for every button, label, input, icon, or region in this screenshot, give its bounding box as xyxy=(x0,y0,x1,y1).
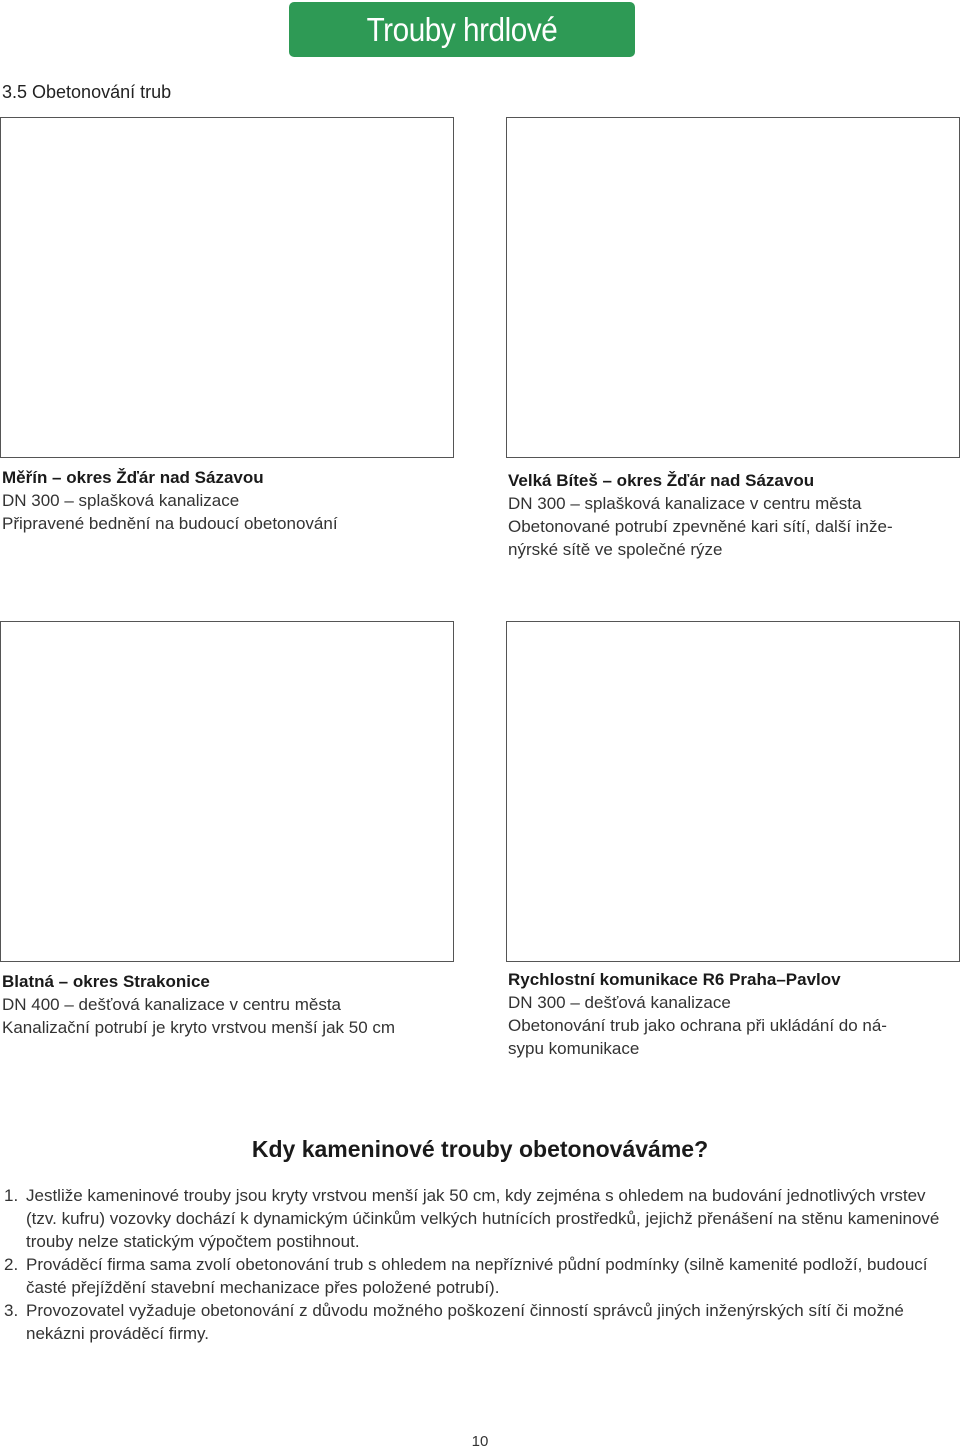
list-item xyxy=(4,1184,954,1253)
list-item xyxy=(4,1253,954,1299)
page-number: 10 xyxy=(471,1433,489,1450)
caption-line: Kanalizační potrubí je kryto vrstvou menší jak 50 cm xyxy=(2,1018,396,1037)
header-title: Trouby hrdlové xyxy=(366,10,558,48)
photo-merin xyxy=(0,117,454,458)
caption-title: Velká Bíteš – okres Žďár nad Sázavou xyxy=(508,471,815,490)
list-number: 3. xyxy=(4,1301,19,1320)
caption-title: Rychlostní komunikace R6 Praha–Pavlov xyxy=(508,970,841,989)
caption-velka-bites xyxy=(508,469,893,561)
caption-line: Obetonování trub jako ochrana při ukládání do ná- xyxy=(508,1016,887,1035)
caption-title: Měřín – okres Žďár nad Sázavou xyxy=(2,468,264,487)
caption-line: sypu komunikace xyxy=(508,1039,640,1058)
caption-line: DN 300 – splašková kanalizace v centru města xyxy=(508,494,862,513)
list-text: Provozovatel vyžaduje obetonování z důvodu možného poškození činností správců jiných inženýrských sítí či možné nekázni prováděcí firmy. xyxy=(26,1301,904,1343)
list-number: 2. xyxy=(4,1255,19,1274)
caption-line: Připravené bednění na budoucí obetonování xyxy=(2,514,338,533)
caption-merin xyxy=(2,466,338,535)
caption-line: DN 300 – splašková kanalizace xyxy=(2,491,240,510)
caption-blatna xyxy=(2,970,395,1039)
header-badge xyxy=(289,2,635,57)
caption-r6 xyxy=(508,968,887,1060)
photo-r6 xyxy=(506,621,960,962)
list-text: Prováděcí firma sama zvolí obetonování trub s ohledem na nepříznivé půdní podmínky (silně kamenité podloží, budoucí časté přejíždění stavební mechanizace přes položené potrubí). xyxy=(26,1255,928,1297)
list-number: 1. xyxy=(4,1186,19,1205)
caption-line: DN 300 – dešťová kanalizace xyxy=(508,993,731,1012)
question-heading: Kdy kameninové trouby obetonováváme? xyxy=(251,1136,709,1162)
photo-blatna xyxy=(0,621,454,962)
photo-velka-bites xyxy=(506,117,960,458)
list-item xyxy=(4,1299,954,1345)
reasons-list xyxy=(4,1184,954,1345)
caption-line: Obetonované potrubí zpevněné kari sítí, další inže- xyxy=(508,517,893,536)
section-heading: 3.5 Obetonování trub xyxy=(2,82,172,102)
caption-title: Blatná – okres Strakonice xyxy=(2,972,210,991)
caption-line: nýrské sítě ve společné rýze xyxy=(508,540,723,559)
list-text: Jestliže kameninové trouby jsou kryty vrstvou menší jak 50 cm, kdy zejména s ohledem na budování jednotlivých vrstev (tzv. kufru) vozovky dochází k dynamickým účinkům velkých hutnících prostředků, jejichž přenášení na stěnu kameninové trouby nelze statickým výpočtem postihnout. xyxy=(26,1186,940,1251)
caption-line: DN 400 – dešťová kanalizace v centru města xyxy=(2,995,341,1014)
